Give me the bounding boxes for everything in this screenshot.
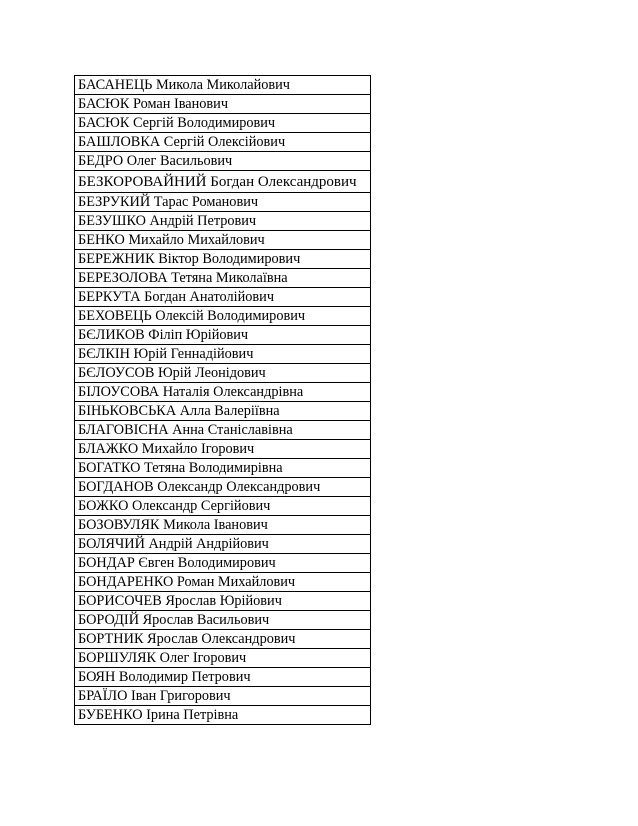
name-cell: БОРШУЛЯК Олег Ігорович: [75, 649, 371, 668]
table-row: [75, 269, 371, 288]
name-cell: БОГАТКО Тетяна Володимирівна: [75, 459, 371, 478]
name-cell: БОЗОВУЛЯК Микола Іванович: [75, 516, 371, 535]
name-cell: БЕЗУШКО Андрій Петрович: [75, 212, 371, 231]
table-row: [75, 459, 371, 478]
table-row: [75, 383, 371, 402]
name-cell: БАСЮК Сергій Володимирович: [75, 114, 371, 133]
table-row: [75, 497, 371, 516]
table-row: [75, 668, 371, 687]
table-row: [75, 326, 371, 345]
names-table-body: [75, 76, 371, 725]
table-row: [75, 288, 371, 307]
table-row: [75, 171, 371, 193]
name-cell: БАШЛОВКА Сергій Олексійович: [75, 133, 371, 152]
name-cell: БУБЕНКО Ірина Петрівна: [75, 706, 371, 725]
table-row: [75, 250, 371, 269]
table-row: [75, 516, 371, 535]
name-cell: БЕХОВЕЦЬ Олексій Володимирович: [75, 307, 371, 326]
table-row: [75, 114, 371, 133]
table-row: [75, 76, 371, 95]
name-cell: БЕЗРУКИЙ Тарас Романович: [75, 193, 371, 212]
name-cell: БРАЇЛО Іван Григорович: [75, 687, 371, 706]
table-row: [75, 95, 371, 114]
name-cell: БОРТНИК Ярослав Олександрович: [75, 630, 371, 649]
name-cell: БОРОДІЙ Ярослав Васильович: [75, 611, 371, 630]
name-cell: БЄЛКІН Юрій Геннадійович: [75, 345, 371, 364]
name-cell: БІЛОУСОВА Наталія Олександрівна: [75, 383, 371, 402]
table-row: [75, 212, 371, 231]
table-row: [75, 152, 371, 171]
name-cell: БОРИСОЧЕВ Ярослав Юрійович: [75, 592, 371, 611]
name-cell: БЕДРО Олег Васильович: [75, 152, 371, 171]
name-cell: БОНДАР Євген Володимирович: [75, 554, 371, 573]
name-cell: БІНЬКОВСЬКА Алла Валеріївна: [75, 402, 371, 421]
name-cell: БЛАЖКО Михайло Ігорович: [75, 440, 371, 459]
table-row: [75, 706, 371, 725]
name-cell: БЄЛИКОВ Філіп Юрійович: [75, 326, 371, 345]
table-row: [75, 573, 371, 592]
table-row: [75, 535, 371, 554]
name-cell: БЕРЕЗОЛОВА Тетяна Миколаївна: [75, 269, 371, 288]
name-cell: БЄЛОУСОВ Юрій Леонідович: [75, 364, 371, 383]
name-cell: БОЛЯЧИЙ Андрій Андрійович: [75, 535, 371, 554]
table-row: [75, 421, 371, 440]
name-cell: БАСАНЕЦЬ Микола Миколайович: [75, 76, 371, 95]
name-cell: БЕНКО Михайло Михайлович: [75, 231, 371, 250]
name-cell: БОЖКО Олександр Сергійович: [75, 497, 371, 516]
name-cell: БАСЮК Роман Іванович: [75, 95, 371, 114]
name-cell: БОГДАНОВ Олександр Олександрович: [75, 478, 371, 497]
table-row: [75, 231, 371, 250]
table-row: [75, 133, 371, 152]
name-cell: БОНДАРЕНКО Роман Михайлович: [75, 573, 371, 592]
table-row: [75, 307, 371, 326]
name-cell: БЛАГОВІСНА Анна Станіславівна: [75, 421, 371, 440]
table-row: [75, 345, 371, 364]
name-cell: БЕРКУТА Богдан Анатолійович: [75, 288, 371, 307]
name-cell: БОЯН Володимир Петрович: [75, 668, 371, 687]
table-row: [75, 611, 371, 630]
table-row: [75, 687, 371, 706]
name-cell: БЕЗКОРОВАЙНИЙ Богдан Олександрович: [75, 171, 371, 193]
name-cell: БЕРЕЖНИК Віктор Володимирович: [75, 250, 371, 269]
table-row: [75, 364, 371, 383]
table-row: [75, 193, 371, 212]
table-row: [75, 630, 371, 649]
table-row: [75, 592, 371, 611]
names-table: [74, 75, 371, 725]
table-row: [75, 478, 371, 497]
table-row: [75, 554, 371, 573]
table-row: [75, 440, 371, 459]
table-row: [75, 402, 371, 421]
table-row: [75, 649, 371, 668]
